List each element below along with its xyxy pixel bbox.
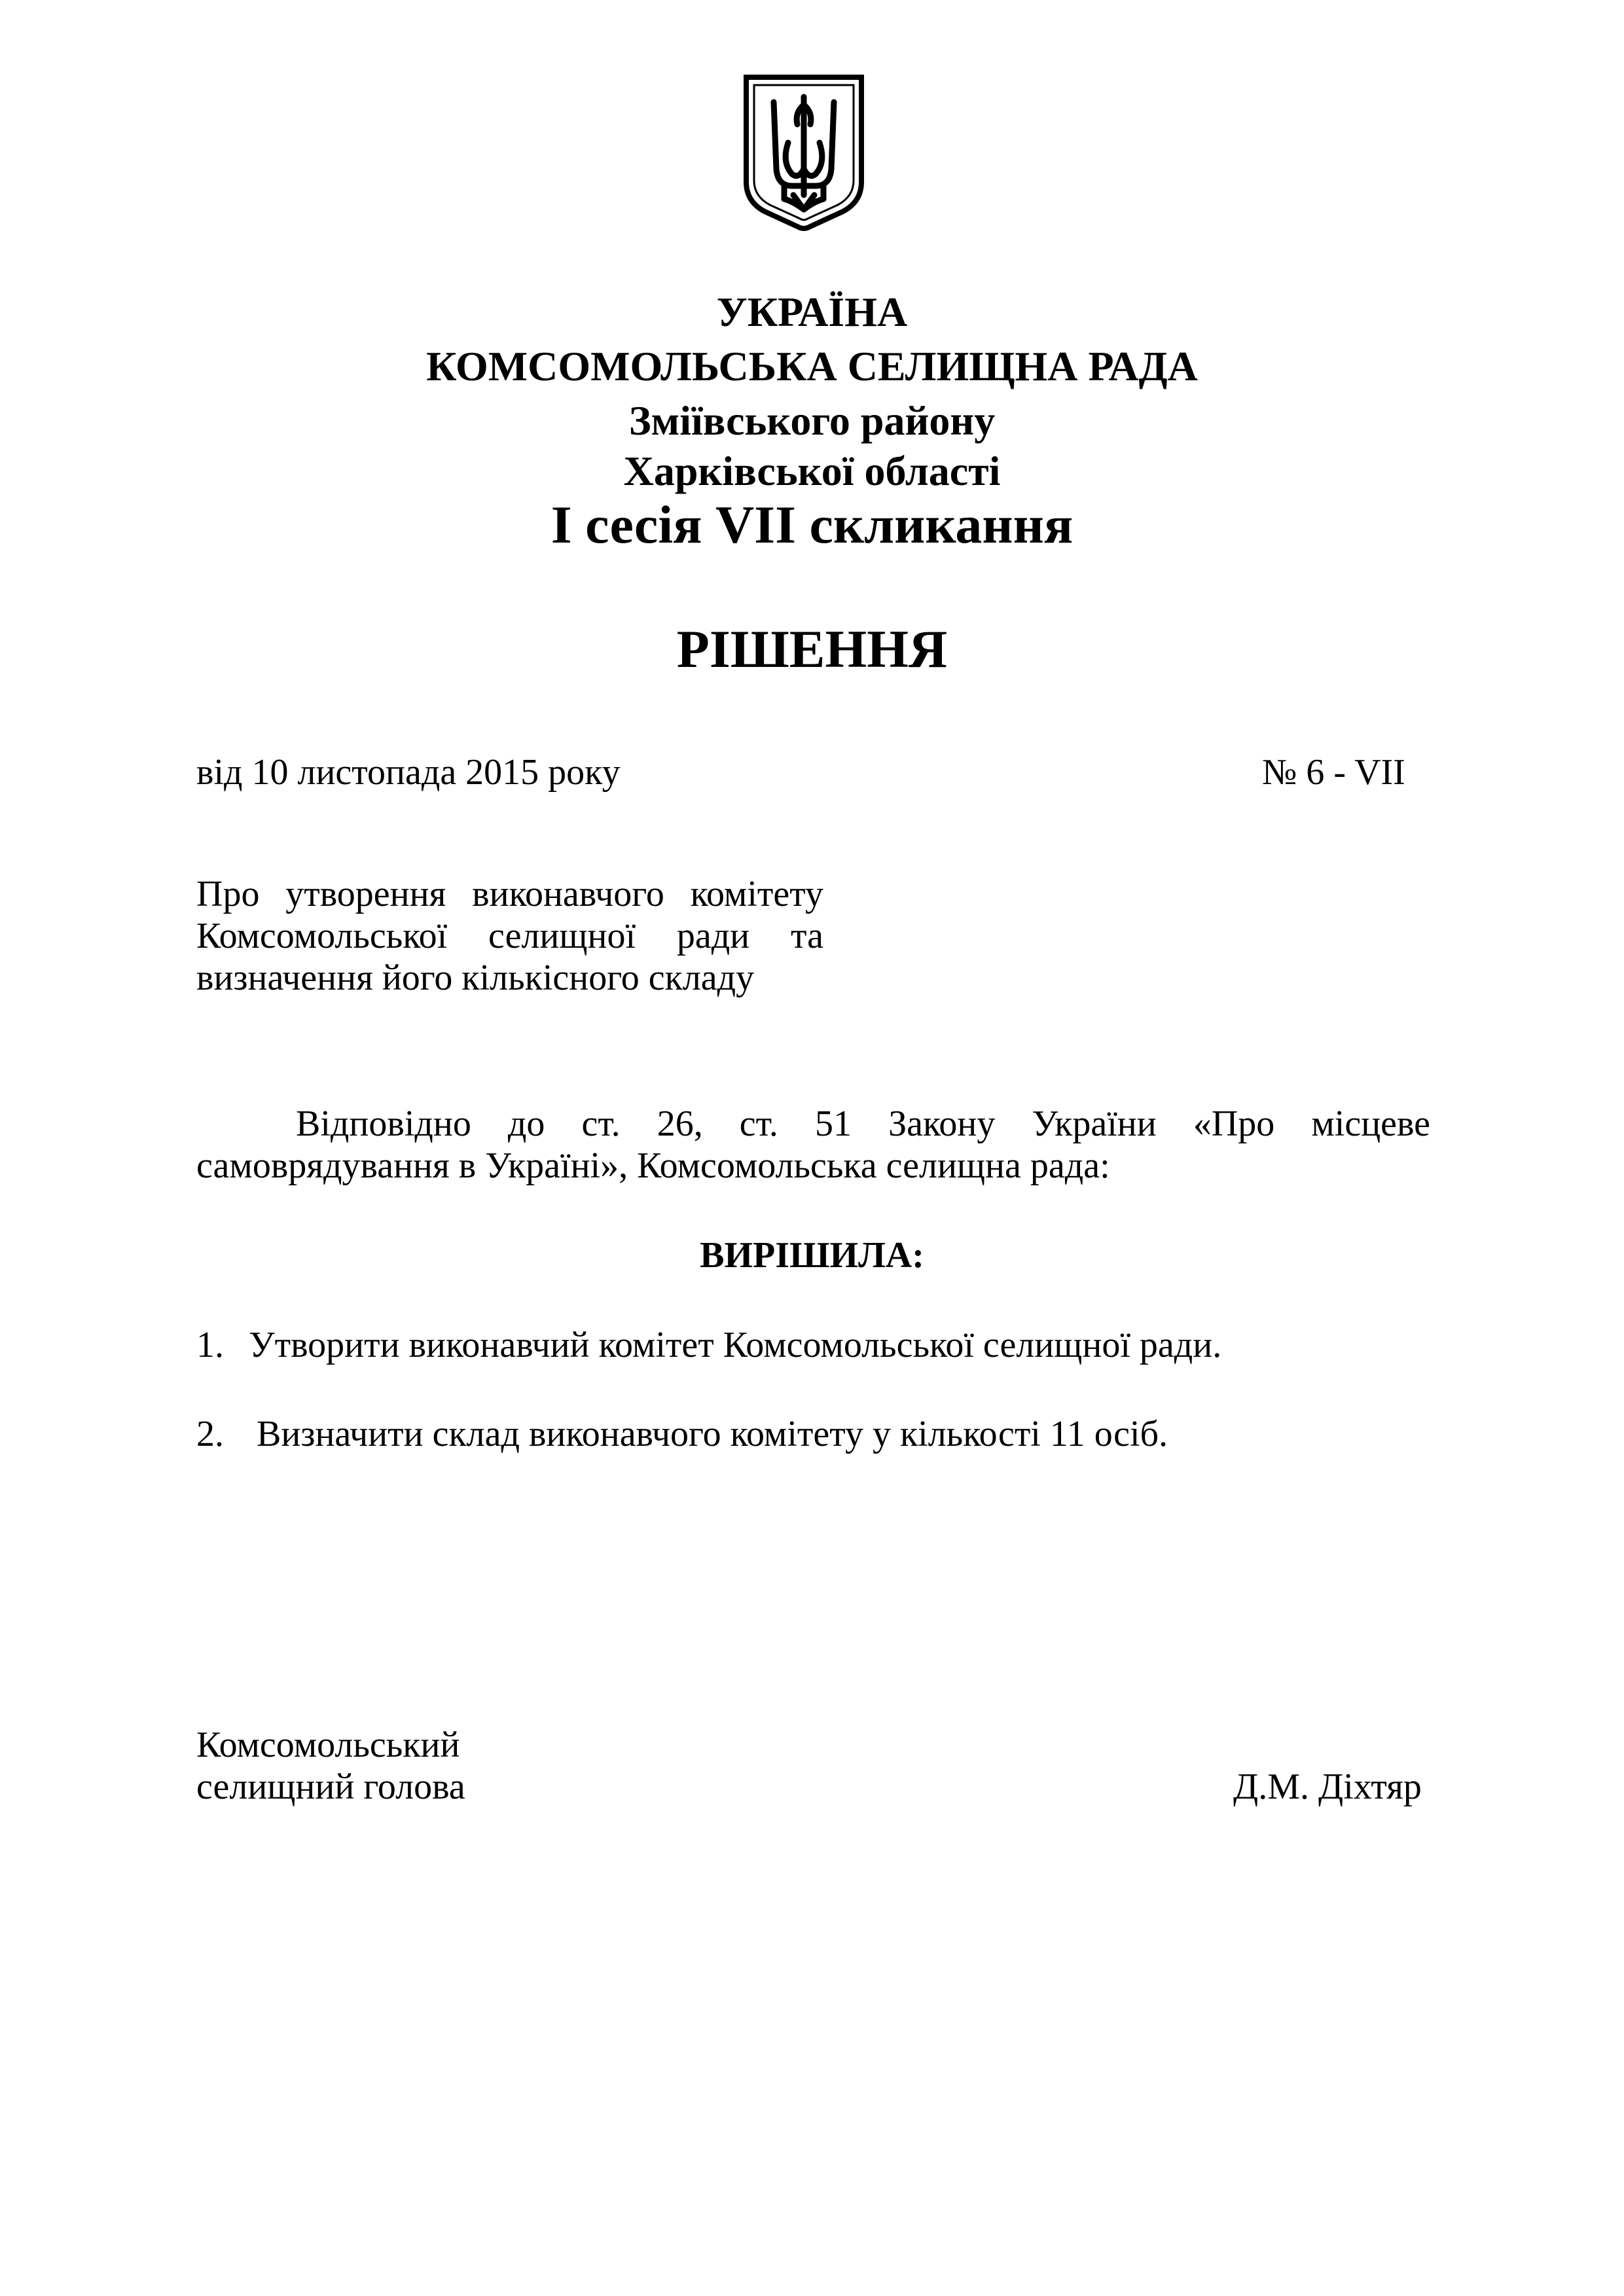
legal-basis-paragraph [196, 1103, 1430, 1187]
decision-subject [196, 873, 823, 999]
signer-name: Д.М. Діхтяр [1233, 1767, 1422, 1807]
district-heading: Зміївського району [628, 397, 996, 444]
document-type-title: РІШЕННЯ [676, 619, 948, 679]
decision-item [196, 1324, 1221, 1366]
subject-line: Комсомольської селищної ради та [196, 916, 823, 956]
subject-line: Про утворення виконавчого комітету [196, 874, 823, 914]
council-heading: КОМСОМОЛЬСЬКА СЕЛИЩНА РАДА [426, 343, 1198, 389]
item-number: 2. [196, 1414, 224, 1454]
item-text: Визначити склад виконавчого комітету у кількості 11 осіб. [257, 1414, 1168, 1454]
country-heading: УКРАЇНА [716, 289, 908, 335]
signer-title-line: селищний голова [196, 1767, 465, 1807]
signer-title-line: Комсомольський [196, 1725, 460, 1765]
region-heading: Харківської області [623, 448, 1001, 494]
item-text: Утворити виконавчий комітет Комсомольської селищної ради. [249, 1325, 1222, 1365]
decision-item [196, 1413, 1168, 1455]
decision-number: № 6 - VІІ [1262, 752, 1405, 793]
subject-line: визначення його кількісного складу [196, 958, 755, 998]
decision-date: від 10 листопада 2015 року [196, 752, 621, 793]
coat-of-arms-icon [738, 71, 869, 234]
resolved-heading: ВИРІШИЛА: [700, 1235, 924, 1276]
basis-line: самоврядування в Україні», Комсомольська селищна рада: [196, 1145, 1110, 1186]
session-heading: І сесія VІІ скликання [550, 495, 1074, 554]
signer-title [196, 1724, 465, 1808]
basis-line: Відповідно до ст. 26, ст. 51 Закону України «Про місцеве [296, 1103, 1430, 1144]
item-number: 1. [196, 1325, 224, 1365]
